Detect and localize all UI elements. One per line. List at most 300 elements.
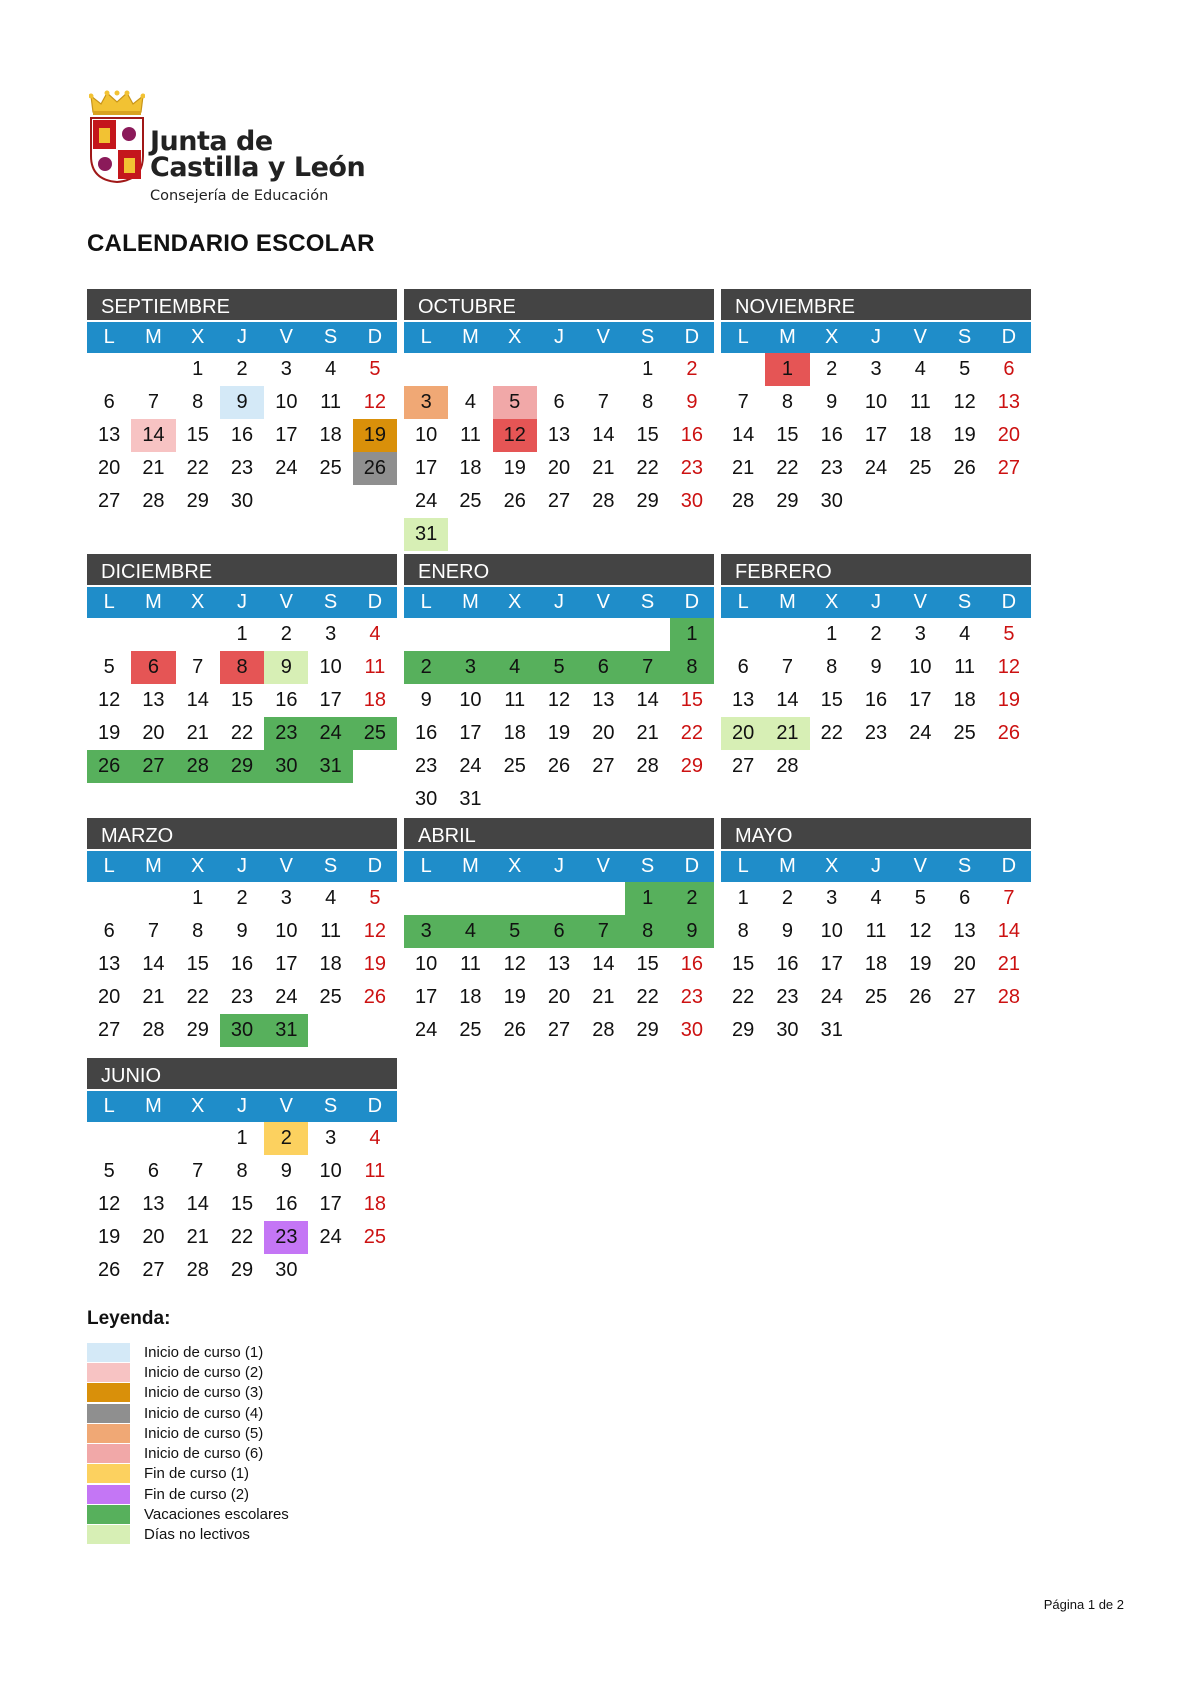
day-cell: 8: [236, 1160, 248, 1182]
month-abril: [404, 818, 714, 1047]
day-cell: 3: [280, 887, 292, 909]
weekday-label: V: [913, 591, 927, 613]
day-cell: 8: [670, 651, 714, 684]
day-cell: 24: [415, 1019, 438, 1041]
day-cell: 20: [98, 986, 121, 1008]
weekday-label: S: [323, 1095, 338, 1117]
day-cell: 7: [781, 656, 793, 678]
day-cell: 7: [147, 391, 159, 413]
day-cell: 14: [732, 424, 755, 446]
day-cell: 11: [320, 920, 342, 942]
day-cell: 19: [997, 689, 1021, 711]
page-title: CALENDARIO ESCOLAR: [87, 230, 375, 257]
day-cell: 25: [459, 490, 482, 512]
weekday-label: X: [191, 1095, 205, 1117]
day-cell: 13: [142, 689, 165, 711]
day-cell: 18: [864, 953, 888, 975]
weekday-label: V: [279, 591, 293, 613]
day-cell: 30: [680, 1019, 704, 1041]
weekday-header: [404, 587, 714, 618]
day-cell: 6: [553, 391, 565, 413]
day-cell: 24: [275, 986, 298, 1008]
day-cell: 25: [363, 1226, 387, 1248]
day-cell: 7: [737, 391, 749, 413]
weekday-label: V: [913, 855, 927, 877]
day-cell: 12: [493, 419, 537, 452]
day-cell: 18: [319, 953, 342, 975]
legend-item: [87, 1504, 289, 1524]
legend-label: Días no lectivos: [144, 1526, 250, 1544]
empty-cell: [581, 618, 625, 651]
day-grid: [404, 618, 714, 816]
day-cell: 29: [220, 750, 264, 783]
day-cell: 21: [186, 722, 209, 744]
day-cell: 10: [864, 391, 888, 413]
month-noviembre: [721, 289, 1031, 518]
day-cell: 4: [464, 391, 476, 413]
crown-icon: [89, 90, 145, 116]
month-name: OCTUBRE: [404, 289, 714, 320]
day-cell: 31: [264, 1014, 308, 1047]
day-cell: 26: [909, 986, 932, 1008]
legend-label: Inicio de curso (6): [144, 1445, 264, 1463]
day-cell: 7: [1003, 887, 1015, 909]
legend-swatch: [87, 1363, 130, 1382]
day-cell: 23: [264, 717, 308, 750]
day-cell: 7: [597, 391, 609, 413]
weekday-label: M: [462, 326, 479, 348]
weekday-label: D: [684, 326, 700, 348]
page-number: Página 1 de 2: [1043, 1597, 1124, 1612]
day-cell: 4: [369, 1127, 381, 1149]
day-cell: 27: [98, 1019, 121, 1041]
day-cell: 15: [680, 689, 704, 711]
day-cell: 15: [230, 1193, 254, 1215]
weekday-label: X: [508, 591, 522, 613]
weekday-label: X: [825, 591, 839, 613]
day-cell: 23: [230, 986, 254, 1008]
day-cell: 12: [997, 656, 1021, 678]
weekday-label: M: [779, 855, 796, 877]
legend-item: [87, 1362, 289, 1382]
day-cell: 8: [192, 920, 204, 942]
day-cell: 13: [953, 920, 976, 942]
day-cell: 18: [953, 689, 976, 711]
day-cell: 1: [625, 882, 669, 915]
day-cell: 3: [325, 623, 337, 645]
weekday-label: S: [640, 326, 655, 348]
day-cell: 20: [721, 717, 765, 750]
day-cell: 28: [636, 755, 659, 777]
day-cell: 27: [131, 750, 175, 783]
day-cell: 24: [909, 722, 932, 744]
day-cell: 16: [680, 953, 704, 975]
day-cell: 30: [415, 788, 438, 810]
weekday-label: V: [596, 855, 610, 877]
day-cell: 25: [459, 1019, 482, 1041]
weekday-label: S: [957, 326, 972, 348]
day-cell: 28: [176, 750, 220, 783]
day-cell: 17: [319, 689, 342, 711]
empty-cell: [404, 882, 448, 915]
empty-cell: [404, 353, 448, 386]
weekday-label: D: [684, 855, 700, 877]
weekday-label: J: [553, 326, 564, 348]
legend-title: Leyenda:: [87, 1308, 171, 1329]
day-cell: 21: [142, 457, 165, 479]
day-cell: 15: [732, 953, 755, 975]
day-cell: 23: [264, 1221, 308, 1254]
empty-cell: [493, 618, 537, 651]
day-cell: 2: [280, 623, 292, 645]
day-cell: 13: [547, 424, 571, 446]
day-cell: 9: [870, 656, 882, 678]
day-cell: 11: [865, 920, 887, 942]
day-cell: 13: [732, 689, 755, 711]
day-cell: 28: [997, 986, 1021, 1008]
weekday-label: S: [640, 855, 655, 877]
weekday-label: J: [236, 326, 247, 348]
day-cell: 5: [369, 887, 381, 909]
day-cell: 14: [142, 953, 165, 975]
day-cell: 6: [737, 656, 749, 678]
day-cell: 21: [592, 457, 615, 479]
day-cell: 1: [236, 1127, 248, 1149]
weekday-label: J: [236, 1095, 247, 1117]
day-cell: 21: [592, 986, 615, 1008]
day-cell: 2: [264, 1122, 308, 1155]
weekday-label: M: [145, 326, 162, 348]
legend: [87, 1342, 289, 1545]
empty-cell: [131, 618, 175, 651]
day-cell: 20: [142, 722, 165, 744]
legend-item: [87, 1342, 289, 1362]
day-cell: 15: [636, 424, 659, 446]
day-grid: [404, 353, 714, 551]
day-cell: 30: [680, 490, 704, 512]
weekday-label: J: [870, 855, 881, 877]
day-cell: 19: [547, 722, 571, 744]
day-cell: 4: [493, 651, 537, 684]
day-cell: 2: [826, 358, 838, 380]
day-cell: 20: [953, 953, 976, 975]
day-cell: 30: [230, 490, 254, 512]
month-febrero: [721, 554, 1031, 783]
day-grid: [87, 1122, 397, 1287]
day-cell: 28: [592, 1019, 615, 1041]
day-cell: 17: [415, 986, 438, 1008]
weekday-label: X: [191, 591, 205, 613]
month-junio: [87, 1058, 397, 1287]
weekday-label: V: [596, 326, 610, 348]
weekday-label: M: [145, 1095, 162, 1117]
day-cell: 9: [670, 915, 714, 948]
day-cell: 22: [776, 457, 799, 479]
logo-text-line1: Junta de: [150, 126, 273, 157]
logo-subtitle: Consejería de Educación: [150, 188, 329, 204]
legend-item: [87, 1423, 289, 1443]
day-cell: 29: [636, 1019, 659, 1041]
empty-cell: [537, 353, 581, 386]
day-cell: 12: [98, 1193, 121, 1215]
day-cell: 18: [909, 424, 932, 446]
weekday-label: X: [508, 326, 522, 348]
day-cell: 7: [625, 651, 669, 684]
day-cell: 14: [997, 920, 1021, 942]
empty-cell: [404, 618, 448, 651]
day-cell: 28: [732, 490, 755, 512]
day-cell: 21: [732, 457, 755, 479]
day-cell: 5: [369, 358, 381, 380]
day-cell: 4: [448, 915, 492, 948]
day-cell: 29: [776, 490, 799, 512]
day-cell: 15: [636, 953, 659, 975]
weekday-label: M: [779, 591, 796, 613]
legend-item: [87, 1484, 289, 1504]
day-cell: 16: [820, 424, 843, 446]
day-cell: 25: [953, 722, 976, 744]
day-cell: 26: [953, 457, 976, 479]
day-cell: 25: [864, 986, 888, 1008]
day-cell: 3: [914, 623, 926, 645]
month-name: NOVIEMBRE: [721, 289, 1031, 320]
weekday-label: J: [553, 591, 564, 613]
legend-swatch: [87, 1383, 130, 1402]
day-cell: 14: [186, 1193, 209, 1215]
day-cell: 26: [353, 452, 397, 485]
month-septiembre: [87, 289, 397, 518]
day-grid: [87, 882, 397, 1047]
day-cell: 31: [820, 1019, 843, 1041]
empty-cell: [765, 618, 809, 651]
day-cell: 4: [914, 358, 926, 380]
day-cell: 17: [909, 689, 932, 711]
day-cell: 27: [592, 755, 615, 777]
month-name: DICIEMBRE: [87, 554, 397, 585]
day-cell: 18: [459, 457, 482, 479]
weekday-header: [87, 587, 397, 618]
day-cell: 27: [997, 457, 1021, 479]
day-cell: 10: [415, 953, 438, 975]
day-cell: 28: [142, 490, 165, 512]
empty-cell: [493, 353, 537, 386]
day-cell: 2: [870, 623, 882, 645]
day-cell: 6: [131, 651, 175, 684]
day-cell: 24: [308, 717, 352, 750]
day-cell: 28: [592, 490, 615, 512]
day-cell: 8: [642, 391, 654, 413]
day-cell: 24: [459, 755, 482, 777]
day-cell: 23: [820, 457, 843, 479]
day-cell: 5: [959, 358, 971, 380]
day-cell: 2: [686, 358, 698, 380]
weekday-header: [404, 851, 714, 882]
day-cell: 9: [826, 391, 838, 413]
day-cell: 25: [503, 755, 526, 777]
day-cell: 8: [220, 651, 264, 684]
weekday-label: L: [103, 326, 115, 348]
day-cell: 22: [186, 986, 209, 1008]
day-cell: 1: [737, 887, 749, 909]
day-cell: 19: [909, 953, 932, 975]
day-grid: [87, 353, 397, 518]
empty-cell: [493, 882, 537, 915]
day-cell: 25: [909, 457, 932, 479]
day-cell: 9: [220, 386, 264, 419]
empty-cell: [581, 353, 625, 386]
day-cell: 4: [325, 887, 337, 909]
day-cell: 11: [364, 1160, 386, 1182]
day-cell: 3: [870, 358, 882, 380]
weekday-label: X: [191, 855, 205, 877]
weekday-label: D: [367, 591, 383, 613]
day-cell: 29: [230, 1259, 254, 1281]
weekday-label: L: [420, 855, 432, 877]
day-cell: 11: [954, 656, 976, 678]
day-cell: 5: [103, 656, 115, 678]
day-cell: 24: [319, 1226, 342, 1248]
weekday-header: [87, 322, 397, 353]
day-cell: 13: [98, 953, 121, 975]
day-cell: 21: [636, 722, 659, 744]
day-cell: 30: [264, 750, 308, 783]
day-cell: 22: [636, 986, 659, 1008]
day-cell: 15: [230, 689, 254, 711]
weekday-label: D: [1001, 326, 1017, 348]
day-cell: 9: [781, 920, 793, 942]
empty-cell: [448, 353, 492, 386]
empty-cell: [87, 618, 131, 651]
day-cell: 20: [98, 457, 121, 479]
weekday-label: V: [913, 326, 927, 348]
legend-swatch: [87, 1485, 130, 1504]
day-cell: 14: [776, 689, 799, 711]
day-cell: 21: [765, 717, 809, 750]
empty-cell: [87, 1122, 131, 1155]
day-cell: 8: [625, 915, 669, 948]
weekday-label: D: [367, 1095, 383, 1117]
day-cell: 23: [864, 722, 888, 744]
weekday-label: M: [145, 855, 162, 877]
day-cell: 29: [186, 490, 209, 512]
day-cell: 16: [230, 424, 254, 446]
day-cell: 22: [732, 986, 755, 1008]
weekday-label: D: [367, 855, 383, 877]
day-cell: 3: [404, 386, 448, 419]
day-cell: 20: [997, 424, 1021, 446]
month-name: ABRIL: [404, 818, 714, 849]
day-cell: 16: [275, 689, 298, 711]
coat-of-arms-icon: [89, 116, 145, 184]
day-cell: 17: [275, 953, 298, 975]
weekday-label: L: [737, 855, 749, 877]
weekday-header: [721, 851, 1031, 882]
legend-swatch: [87, 1404, 130, 1423]
day-cell: 3: [404, 915, 448, 948]
day-cell: 13: [98, 424, 121, 446]
day-cell: 26: [547, 755, 571, 777]
weekday-label: D: [367, 326, 383, 348]
day-cell: 31: [404, 518, 448, 551]
day-cell: 21: [142, 986, 165, 1008]
day-cell: 14: [592, 953, 615, 975]
day-cell: 10: [415, 424, 438, 446]
day-cell: 2: [236, 358, 248, 380]
day-cell: 20: [142, 1226, 165, 1248]
weekday-label: L: [737, 591, 749, 613]
day-cell: 11: [320, 391, 342, 413]
weekday-label: J: [870, 591, 881, 613]
day-cell: 26: [503, 1019, 526, 1041]
day-grid: [721, 618, 1031, 783]
weekday-label: S: [957, 591, 972, 613]
day-cell: 10: [275, 920, 298, 942]
weekday-label: S: [640, 591, 655, 613]
weekday-label: J: [236, 855, 247, 877]
day-cell: 18: [319, 424, 342, 446]
day-cell: 12: [363, 920, 387, 942]
empty-cell: [176, 618, 220, 651]
day-cell: 1: [192, 887, 204, 909]
empty-cell: [721, 353, 765, 386]
empty-cell: [581, 882, 625, 915]
day-cell: 7: [581, 915, 625, 948]
day-cell: 27: [547, 1019, 571, 1041]
weekday-label: V: [279, 326, 293, 348]
day-cell: 11: [460, 424, 481, 446]
day-cell: 1: [765, 353, 809, 386]
month-enero: [404, 554, 714, 816]
day-cell: 6: [147, 1160, 159, 1182]
day-grid: [721, 353, 1031, 518]
weekday-label: S: [957, 855, 972, 877]
legend-swatch: [87, 1505, 130, 1524]
day-cell: 1: [236, 623, 248, 645]
day-cell: 30: [776, 1019, 799, 1041]
day-cell: 29: [732, 1019, 755, 1041]
weekday-label: X: [825, 855, 839, 877]
empty-cell: [721, 618, 765, 651]
day-cell: 16: [680, 424, 704, 446]
legend-label: Inicio de curso (5): [144, 1424, 264, 1442]
day-cell: 11: [364, 656, 386, 678]
day-cell: 2: [781, 887, 793, 909]
day-cell: 27: [732, 755, 755, 777]
day-cell: 23: [776, 986, 799, 1008]
empty-cell: [176, 1122, 220, 1155]
day-cell: 19: [98, 1226, 121, 1248]
day-cell: 25: [319, 986, 342, 1008]
weekday-label: L: [420, 591, 432, 613]
month-name: ENERO: [404, 554, 714, 585]
day-cell: 1: [826, 623, 838, 645]
day-cell: 21: [186, 1226, 209, 1248]
legend-item: [87, 1464, 289, 1484]
day-cell: 16: [864, 689, 888, 711]
empty-cell: [448, 882, 492, 915]
legend-swatch: [87, 1343, 130, 1362]
day-cell: 8: [737, 920, 749, 942]
day-cell: 1: [192, 358, 204, 380]
weekday-label: M: [462, 591, 479, 613]
day-cell: 31: [308, 750, 352, 783]
day-cell: 30: [220, 1014, 264, 1047]
legend-label: Inicio de curso (4): [144, 1404, 264, 1422]
month-name: MAYO: [721, 818, 1031, 849]
weekday-label: J: [553, 855, 564, 877]
day-cell: 2: [404, 651, 448, 684]
day-cell: 18: [363, 1193, 387, 1215]
